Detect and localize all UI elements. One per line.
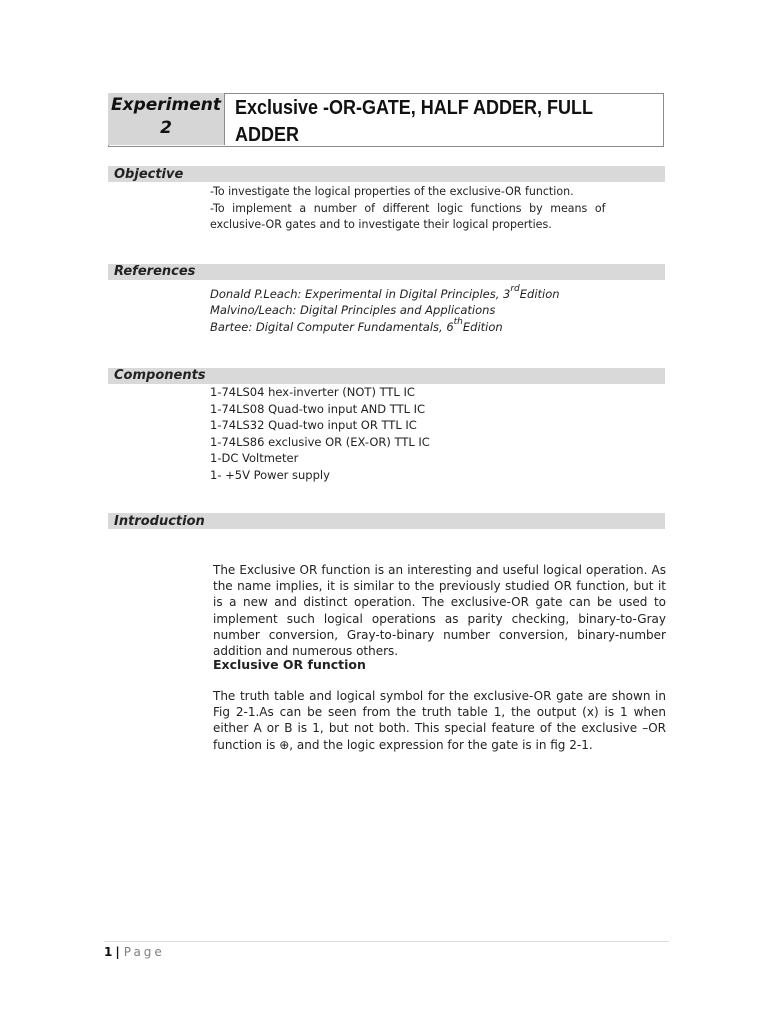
experiment-word: Experiment	[111, 95, 221, 115]
reference-3	[210, 319, 503, 336]
introduction-heading: Introduction	[114, 514, 205, 529]
reference-3-sup: th	[453, 317, 463, 327]
component-item: 1- +5V Power supply	[210, 467, 330, 482]
components-list	[210, 384, 430, 483]
objective-line-1: -To investigate the logical properties of the exclusive-OR function.	[210, 184, 574, 198]
component-item: 1-74LS86 exclusive OR (EX-OR) TTL IC	[210, 434, 430, 449]
objective-bar	[108, 166, 665, 182]
exclusive-or-subheading: Exclusive OR function	[213, 657, 366, 672]
references-heading: References	[114, 264, 196, 279]
objective-heading: Objective	[114, 167, 184, 182]
introduction-paragraph-2: The truth table and logical symbol for the exclusive-OR gate are shown in Fig 2-1.As can be seen from the truth table 1, the output (x) is 1 when either A or B is 1, but not both. This special feature of the exclusive –OR function is ⊕, and the logic expression for the gate is in fig 2-1.	[213, 689, 666, 752]
component-item: 1-74LS08 Quad-two input AND TTL IC	[210, 401, 426, 416]
reference-1-tail: Edition	[519, 287, 560, 301]
title-line-2: ADDER	[235, 124, 300, 146]
reference-1	[210, 286, 560, 303]
reference-2: Malvino/Leach: Digital Principles and Applications	[210, 303, 496, 317]
footer-separator: |	[115, 945, 120, 959]
reference-3-tail: Edition	[462, 320, 503, 334]
page-label: Page	[123, 945, 165, 959]
objective-line-2: -To implement a number of different logic functions by means of exclusive-OR gates and to investigate their logical properties.	[210, 200, 606, 231]
page-number: 1	[104, 945, 113, 959]
experiment-number: 2	[160, 118, 172, 138]
footer-divider	[104, 941, 669, 942]
components-heading: Components	[114, 368, 206, 383]
component-item: 1-74LS32 Quad-two input OR TTL IC	[210, 418, 417, 432]
component-item: 1-DC Voltmeter	[210, 451, 299, 465]
introduction-paragraph-1: The Exclusive OR function is an interesting and useful logical operation. As the name implies, it is similar to the previously studied OR function, but it is a new and distinct operation. The exclusive-OR gate can be used to implement such logical operations as parity checking, binary-to-Gray number conversion, Gray-to-binary number conversion, binary-number addition and numerous others.	[213, 563, 666, 659]
reference-3-text: Bartee: Digital Computer Fundamentals, 6	[210, 320, 454, 334]
experiment-label	[108, 94, 224, 140]
page-footer	[104, 944, 165, 960]
objective-text	[210, 183, 606, 233]
title-line-1: Exclusive -OR-GATE, HALF ADDER, FULL	[235, 97, 594, 119]
component-item: 1-74LS04 hex-inverter (NOT) TTL IC	[210, 385, 415, 399]
page-title	[235, 95, 613, 149]
reference-1-text: Donald P.Leach: Experimental in Digital Principles, 3	[210, 287, 511, 301]
reference-1-sup: rd	[510, 284, 520, 294]
